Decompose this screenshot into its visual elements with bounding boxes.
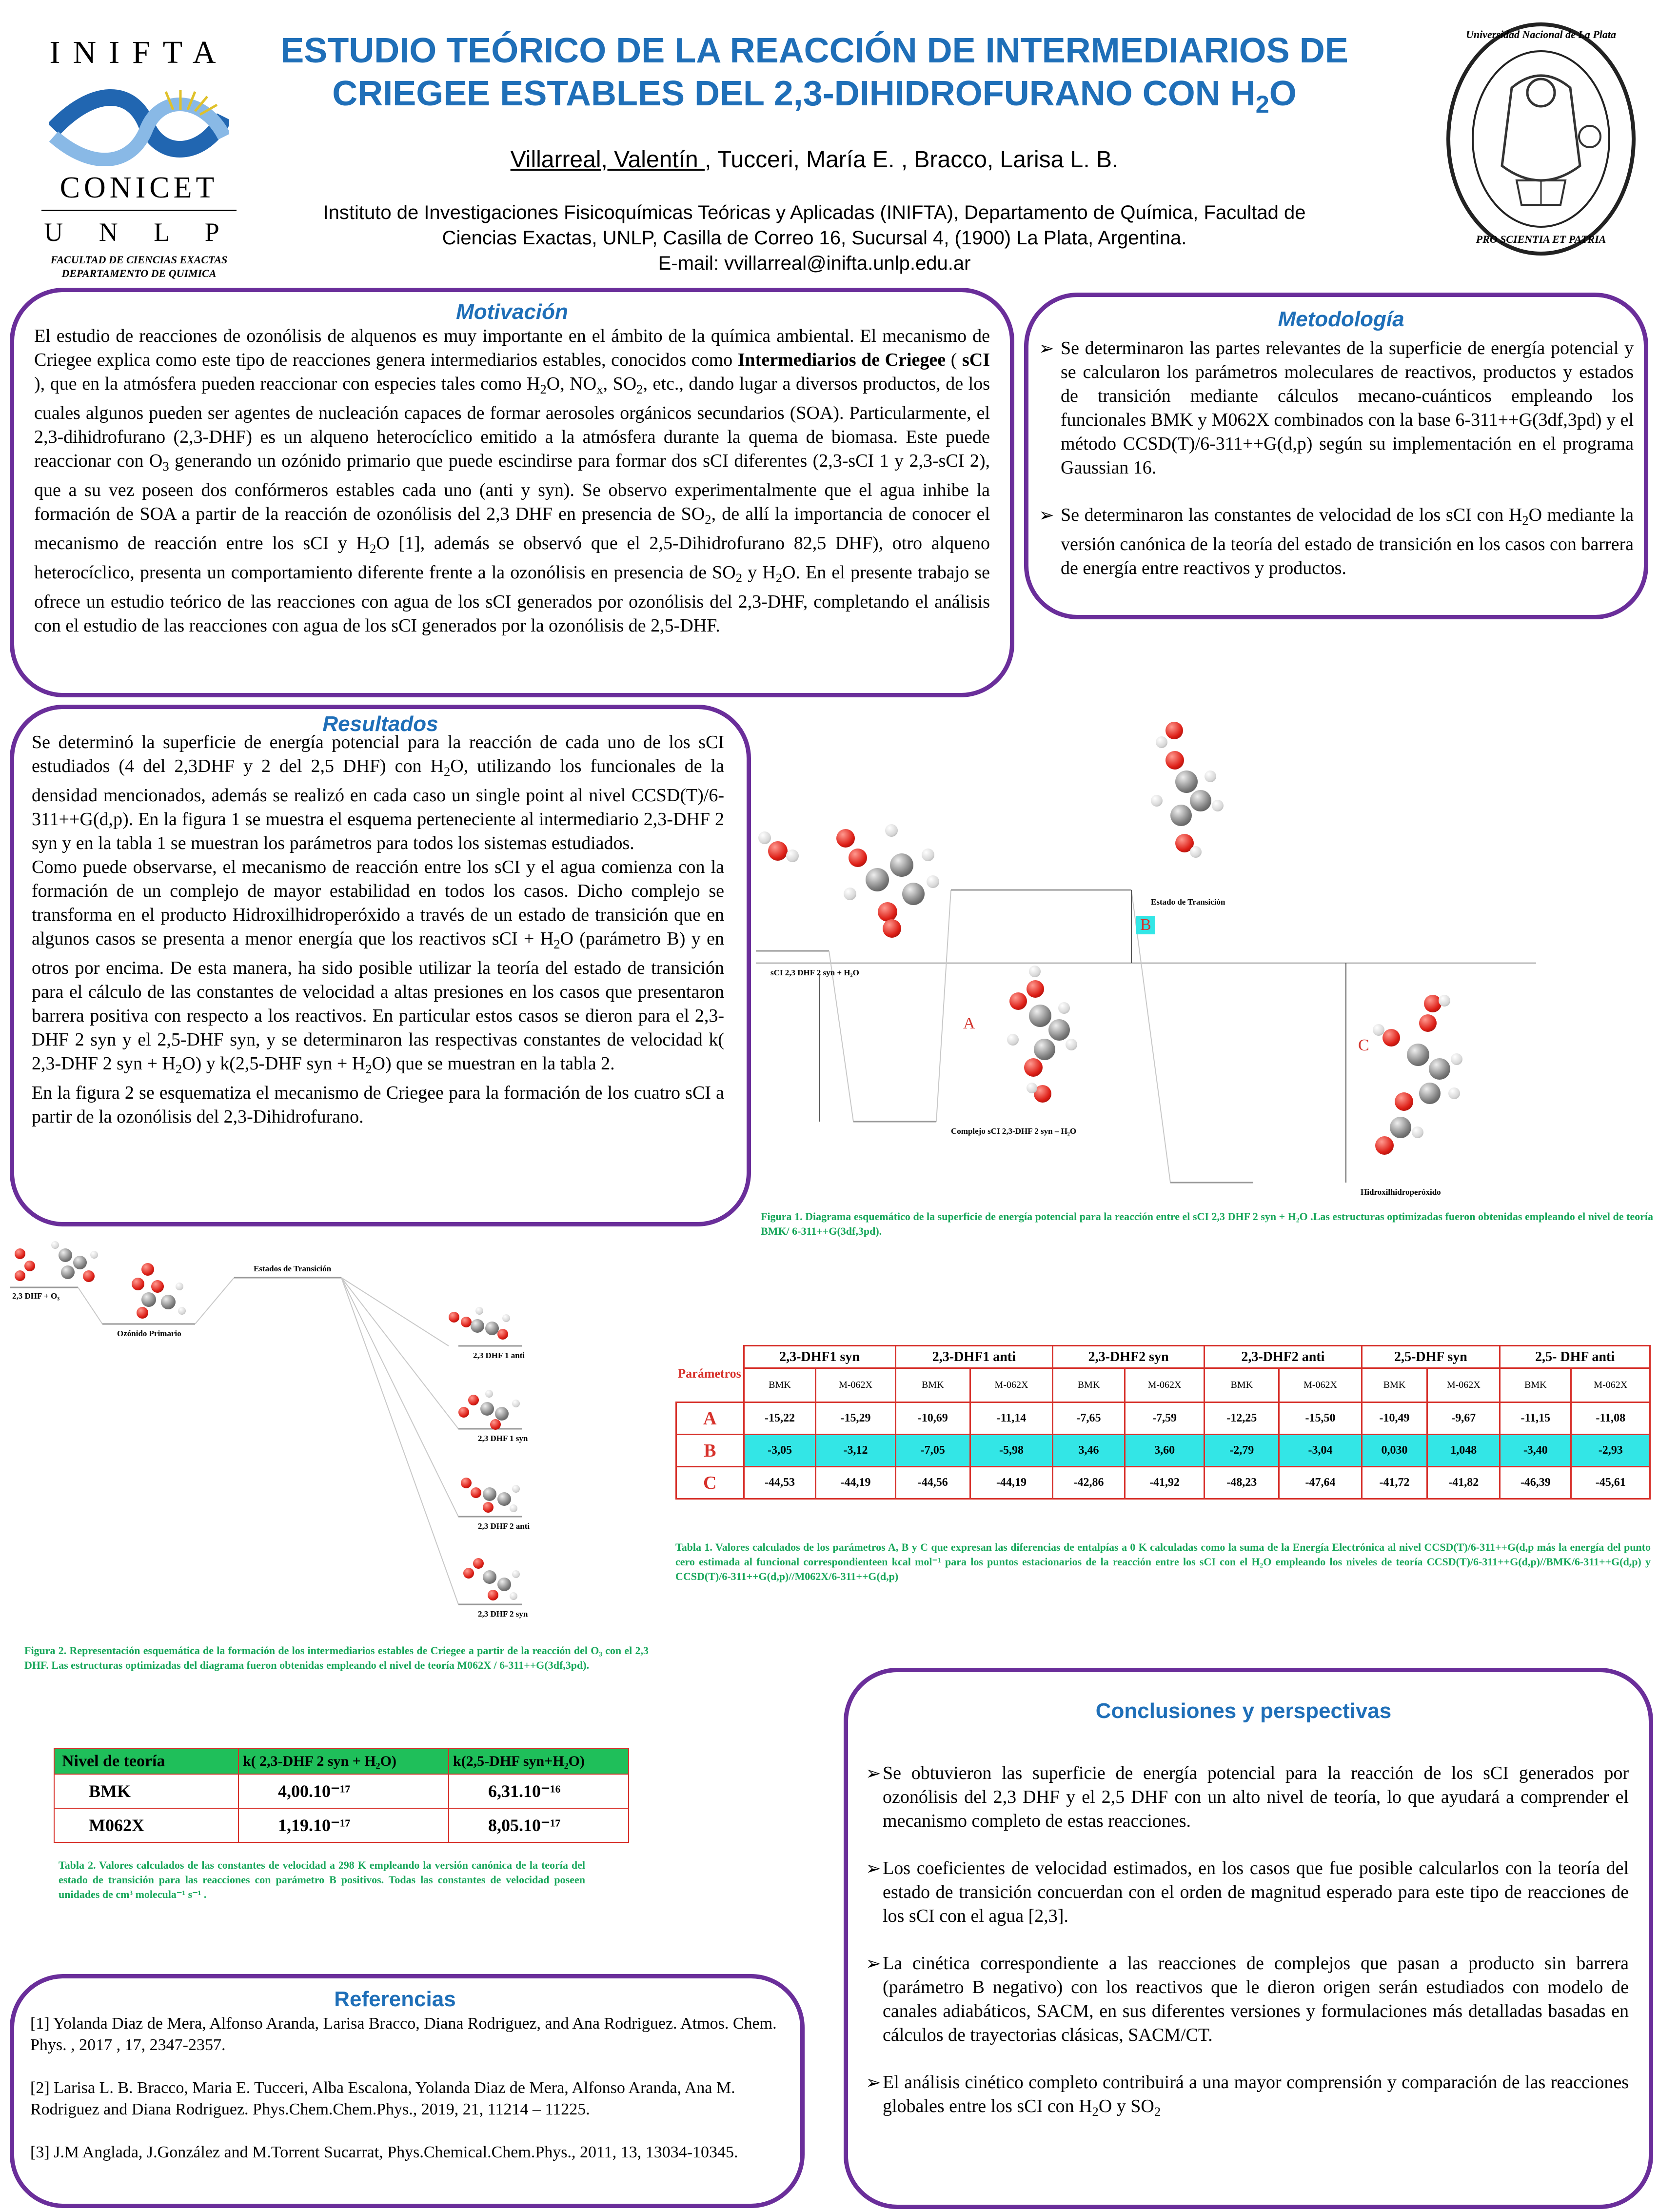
fig2-label-ts: Estados de Transición <box>254 1264 332 1273</box>
figure2 <box>10 1234 653 1697</box>
referencias-title: Referencias <box>334 1987 456 2011</box>
molecule-ozonide <box>122 1263 195 1322</box>
table-row <box>676 1467 1650 1499</box>
conclusiones-bullet-2: ➢ Los coeficientes de velocidad estimados, en los casos que fue posible calcularlos con la teoría del estado de transición concuerdan con el orden de magnitud esperado para este tipo de reacciones de los sCI con el agua [2,3]. <box>866 1856 1629 1928</box>
table1-method-header: M-062X <box>1279 1368 1362 1402</box>
table-cell: -11,15 <box>1500 1402 1571 1435</box>
unlp-wordmark: U N L P <box>44 217 234 247</box>
reference-item: [2] Larisa L. B. Bracco, Maria E. Tucceri, Alba Escalona, Yolanda Diaz de Mera, Alfonso Aranda, Ana M. Rodriguez and Diana Rodriguez. Phys.Chem.Chem.Phys., 2019, 21, 11214 – 11225. <box>30 2079 735 2118</box>
resultados-title: Resultados <box>322 712 438 736</box>
table2 <box>54 1748 629 1843</box>
fig2-label-p1: 2,3 DHF 1 anti <box>473 1351 525 1360</box>
reference-item: [1] Yolanda Diaz de Mera, Alfonso Aranda, Larisa Bracco, Diana Rodriguez, and Ana Rodriguez. Atmos. Chem. Phys. , 2017 , 17, 2347-2357. <box>30 2014 777 2054</box>
resultados-text: Se determinó la superficie de energía potencial para la reacción de cada uno de los sCI estudiados (4 del 2,3DHF y 2 del 2,5 DHF) con $H_2O$, utilizando los funcionales de la densidad mencionados, además se realizó en cada caso un single point al nivel CCSD(T)/6-311++G(d,p). En la figura 1 se muestra el esquema perteneciente al intermediario 2,3-DHF 2 syn y en la tabla 1 se muestran los parámetros para todos los sistemas estudiados. Como puede observarse, el mecanismo de reacción entre los sCI y el agua comienza con la formación de un complejo de mayor estabilidad en todos los casos. Dicho complejo se transforma en el producto Hidroxilhidroperóxido a través de un estado de transición que en algunos casos se presenta a menor energía que los reactivos sCI + $H_2O$ (parámetro B) y en otros por encima. De esta manera, ha sido posible utilizar la teoría del estado de transición para el cálculo de las constantes de velocidad a altas presiones en los casos que presentaron barrera positiva con respecto a los reactivos. En particular estos casos se dieron para el 2,3-DHF 2 syn y el 2,5-DHF syn, y se determinaron las respectivas constantes de velocidad k( 2,3-DHF 2 syn + $H_2O$) y k(2,5-DHF syn + $H_2O$) que se muestran en la tabla 2. En la figura 2 se esquematiza el mecanismo de Criegee para la formación de los cuatro sCI a partir de la ozonólisis del 2,3-Dihidrofurano. <box>32 732 724 1127</box>
seal-bottom-text: PRO SCIENTIA ET PATRIA <box>1476 233 1606 245</box>
conclusiones-bullet-4: ➢ El análisis cinético completo contribuirá a una mayor comprensión y comparación de las reacciones globales entre los sCI con $H_2O$ y $SO_2$ <box>866 2071 1629 2124</box>
motivacion-title: Motivación <box>456 300 568 324</box>
table2-caption: Tabla 2. Valores calculados de las constantes de velocidad a 298 K empleando la versión canónica de la teoría del estado de transición para las reacciones con parámetro B positivos. Todas las constantes de velocidad poseen unidades de cm³ molecula⁻¹ s⁻¹ . <box>59 1859 585 1900</box>
table-cell: -47,64 <box>1279 1467 1362 1499</box>
molecule-sci-2-anti <box>458 1473 532 1517</box>
table1-group-header: 2,3-DHF2 anti <box>1205 1346 1362 1368</box>
table1-row-label: C <box>676 1467 744 1499</box>
table-cell: -3,40 <box>1500 1435 1571 1467</box>
table-cell: -11,08 <box>1571 1402 1650 1435</box>
metodologia-title: Metodología <box>1278 307 1404 331</box>
metodologia-list <box>1039 336 1634 604</box>
table-cell: -10,49 <box>1362 1402 1427 1435</box>
molecule-complex <box>985 966 1092 1112</box>
table2-container <box>54 1748 629 1900</box>
inifta-wordmark: INIFTA <box>49 35 229 70</box>
table-cell: -42,86 <box>1053 1467 1125 1499</box>
molecule-sci-2-syn <box>458 1556 532 1604</box>
unlp-divider <box>41 210 237 211</box>
table-row <box>676 1402 1650 1435</box>
table1-row-label: B <box>676 1435 744 1467</box>
table1-group-header: 2,3-DHF1 syn <box>744 1346 895 1368</box>
table-cell: -2,79 <box>1205 1435 1279 1467</box>
table-cell: -10,69 <box>895 1402 970 1435</box>
table-cell: -44,19 <box>970 1467 1052 1499</box>
seal-top-text: Universidad Nacional de La Plata <box>1466 28 1616 40</box>
arrow-bullet-icon: ➢ <box>866 1953 881 1974</box>
table-cell: -15,29 <box>816 1402 895 1435</box>
poster-title <box>273 29 1356 126</box>
fig2-label-p4: 2,3 DHF 2 syn <box>478 1609 528 1619</box>
table-cell: -15,22 <box>744 1402 816 1435</box>
table1-group-header: 2,3-DHF1 anti <box>895 1346 1052 1368</box>
table2-header-k2: k(2,5-DHF syn+H₂O) <box>449 1749 629 1774</box>
fig2-label-ozonide: Ozónido Primario <box>117 1329 181 1338</box>
authors <box>273 146 1356 173</box>
table1-method-header: BMK <box>1362 1368 1427 1402</box>
figure1-caption: Figura 1. Diagrama esquemático de la superficie de energía potencial para la reacción entre el sCI 2,3 DHF 2 syn + H₂O .Las estructuras optimizadas fueron obtenidas empleando el nivel de teoría BMK/ 6-311++G(3df,3pd). <box>761 1210 1653 1237</box>
table-cell: 1,048 <box>1427 1435 1500 1467</box>
conicet-wordmark: CONICET <box>59 171 218 204</box>
author-presenter: Villarreal, Valentín <box>510 147 705 173</box>
table-cell: -44,53 <box>744 1467 816 1499</box>
inifta-logo <box>34 34 249 279</box>
table-row <box>676 1435 1650 1467</box>
faculty-line1: FACULTAD DE CIENCIAS EXACTAS <box>50 254 228 266</box>
table-cell: -41,82 <box>1427 1467 1500 1499</box>
table-cell: -3,12 <box>816 1435 895 1467</box>
table-cell: -48,23 <box>1205 1467 1279 1499</box>
fig1-letter-c: C <box>1358 1036 1369 1054</box>
table1-method-header: M-062X <box>1427 1368 1500 1402</box>
table1-method-header: BMK <box>895 1368 970 1402</box>
table-cell: 3,46 <box>1053 1435 1125 1467</box>
fig2-label-p2: 2,3 DHF 1 syn <box>478 1434 528 1443</box>
table1-container <box>675 1345 1651 1582</box>
fig1-label-complex: Complejo sCI 2,3-DHF 2 syn – H₂O <box>951 1126 1077 1136</box>
referencias-list <box>30 2013 786 2163</box>
table-cell: -7,59 <box>1125 1402 1204 1435</box>
arrow-bullet-icon: ➢ <box>866 2072 881 2093</box>
table-row: M062X 1,19.10⁻¹⁷ 8,05.10⁻¹⁷ <box>54 1808 629 1842</box>
fig1-label-ts: Estado de Transición <box>1151 897 1225 907</box>
table-cell: -12,25 <box>1205 1402 1279 1435</box>
molecule-reactant <box>756 795 975 941</box>
conclusiones-title: Conclusiones y perspectivas <box>1095 1699 1392 1723</box>
fig1-letter-b: B <box>1136 916 1155 934</box>
table-row: BMK 4,00.10⁻¹⁷ 6,31.10⁻¹⁶ <box>54 1774 629 1808</box>
table2-header-k1: k( 2,3-DHF 2 syn + H₂O) <box>238 1749 449 1774</box>
molecule-sci-1-syn <box>458 1385 532 1429</box>
arrow-bullet-icon: ➢ <box>1039 337 1054 359</box>
arrow-bullet-icon: ➢ <box>866 1857 881 1879</box>
table2-header-row <box>54 1749 629 1774</box>
table-cell: -44,19 <box>816 1467 895 1499</box>
fig1-label-product: Hidroxilhidroperóxido <box>1361 1187 1441 1197</box>
table-cell: -3,05 <box>744 1435 816 1467</box>
table-cell: -7,05 <box>895 1435 970 1467</box>
table1-method-header: BMK <box>1053 1368 1125 1402</box>
table1-row-label: A <box>676 1402 744 1435</box>
conclusiones-bullet-1: ➢ Se obtuvieron las superficie de energía potencial para la reacción de los sCI generados por ozonólisis del 2,3 DHF y el 2,5 DHF con un alto nivel de teoría, lo que ayudará a comprender el mecanismo completo de estas reacciones. <box>866 1761 1629 1833</box>
table-cell: -15,50 <box>1279 1402 1362 1435</box>
table-cell: -9,67 <box>1427 1402 1500 1435</box>
table-cell: -7,65 <box>1053 1402 1125 1435</box>
table-cell: 3,60 <box>1125 1435 1204 1467</box>
fig1-label-reactants: sCI 2,3 DHF 2 syn + H₂O <box>770 968 859 977</box>
table1-group-header: 2,5- DHF anti <box>1500 1346 1650 1368</box>
molecule-sci-1-anti <box>449 1302 522 1346</box>
affiliation: Instituto de Investigaciones Fisicoquímicas Teóricas y Aplicadas (INIFTA), Departamento de Química, Facultad de Ciencias Exactas, UNLP, Casilla de Correo 16, Sucursal 4, (1900) La Plata, Argentina. E-mail: vvillarreal@inifta.unlp.edu.ar <box>273 200 1356 276</box>
table1-param-header: Parámetros <box>678 1366 741 1381</box>
metodologia-bullet-1: ➢ Se determinaron las partes relevantes de la superficie de energía potencial y se calcularon los parámetros moleculares de reactivos, productos y estados de transición mediante cálculos mecano-cuánticos empleando los funcionales BMK y M062X combinados con la base 6-311++G(3df,3pd) y el método CCSD(T)/6-311++G(d,p) según su implementación en el programa Gaussian 16. <box>1039 336 1634 480</box>
table1-method-header: M-062X <box>970 1368 1052 1402</box>
seal-icon <box>1443 20 1639 258</box>
arrow-bullet-icon: ➢ <box>866 1762 881 1784</box>
faculty-line2: DEPARTAMENTO DE QUIMICA <box>61 267 217 279</box>
molecule-dhf-o3 <box>10 1234 107 1283</box>
figure2-caption: Figura 2. Representación esquemática de la formación de los intermediarios estables de Criegee a partir de la reacción del O₃ con el 2,3 DHF. Las estructuras optimizadas del diagrama fueron obtenidas empleando el nivel de teoría M062X / 6-311++G(3df,3pd). <box>24 1644 649 1671</box>
metodologia-bullet-2: ➢ Se determinaron las constantes de velocidad de los sCI con $H_2O$ mediante la versión canónica de la teoría del estado de transición en los casos con barrera de energía entre reactivos y productos. <box>1039 503 1634 580</box>
table1-method-header: BMK <box>744 1368 816 1402</box>
table-cell: -46,39 <box>1500 1467 1571 1499</box>
table-cell: -41,92 <box>1125 1467 1204 1499</box>
table-cell: -11,14 <box>970 1402 1052 1435</box>
fig1-letter-a: A <box>963 1014 975 1032</box>
table1 <box>675 1345 1651 1500</box>
fig2-label-p3: 2,3 DHF 2 anti <box>478 1521 530 1531</box>
title-line2: CRIEGEE ESTABLES DEL 2,3-DIHIDROFURANO CON $H_2O$ <box>332 74 1297 118</box>
table1-method-header: BMK <box>1500 1368 1571 1402</box>
table1-group-header: 2,5-DHF syn <box>1362 1346 1500 1368</box>
motivacion-text: El estudio de reacciones de ozonólisis de alquenos es muy importante en el ámbito de la química ambiental. El mecanismo de Criegee explica como este tipo de reacciones genera intermediarios estables, conocidos como Intermediarios de Criegee ( sCI ), que en la atmósfera pueden reaccionar con especies tales como $H_2O$, $NO_x$, $SO_2$, etc., dando lugar a diversos productos, de los cuales algunos pueden ser agentes de nucleación capaces de formar aerosoles orgánicos secundarios (SOA). Particularmente, el 2,3-dihidrofurano (2,3-DHF) es un alqueno heterocíclico emitido a la atmósfera durante la quema de biomasa. Este puede reaccionar con $O_3$ generando un ozónido primario que puede escindirse para formar dos sCI diferentes (2,3-sCI 1 y 2,3-sCI 2), que a su vez poseen dos confórmeros estables cada uno (anti y syn). Se observo experimentalmente que el agua inhibe la formación de SOA a partir de la reacción de ozonólisis del 2,3 DHF en presencia de $SO_2$, de allí la importancia de conocer el mecanismo de reacción entre los sCI y $H_2O$ [1], además se observó que el 2,5-Dihidrofurano 82,5 DHF), otro alqueno heterocíclico, presenta un comportamiento diferente frente a la ozonólisis en presencia de $SO_2$ y $H_2O$. En el presente trabajo se ofrece un estudio teórico de las reacciones con agua de los sCI generados por ozonólisis del 2,3-DHF, completando el análisis con el estudio de las reacciones con agua de los sCI generados por la ozonólisis de 2,5-DHF. <box>34 326 990 636</box>
conclusiones-bullet-3: ➢ La cinética correspondiente a las reacciones de complejos que pasan a producto sin barrera (parámetro B negativo) con los reactivos que le dieron origen serán estudiados con modelo de canales adiabáticos, SACM, en sus diferentes versiones y formulaciones más detalladas basadas en cálculos de trayectorias clásicas, SACM/CT. <box>866 1952 1629 2047</box>
table-cell: -45,61 <box>1571 1467 1650 1499</box>
table1-method-header: M-062X <box>1125 1368 1204 1402</box>
table-cell: 0,030 <box>1362 1435 1427 1467</box>
table2-header-level: Nivel de teoría <box>54 1749 238 1774</box>
unlp-seal <box>1443 20 1639 258</box>
email: E-mail: vvillarreal@inifta.unlp.edu.ar <box>658 253 971 274</box>
fig2-label-reactants: 2,3 DHF + O₃ <box>12 1291 60 1301</box>
authors-rest: , Tucceri, María E. , Bracco, Larisa L. B. <box>705 147 1119 173</box>
figure1 <box>756 722 1653 1248</box>
table1-method-header: M-062X <box>816 1368 895 1402</box>
table-cell: -41,72 <box>1362 1467 1427 1499</box>
arrow-bullet-icon: ➢ <box>1039 504 1054 526</box>
conicet-wave-icon <box>49 83 229 166</box>
title-line1: ESTUDIO TEÓRICO DE LA REACCIÓN DE INTERMEDIARIOS DE <box>280 31 1348 70</box>
table-cell: -5,98 <box>970 1435 1052 1467</box>
table1-method-header: M-062X <box>1571 1368 1650 1402</box>
table-cell: -3,04 <box>1279 1435 1362 1467</box>
molecule-ts <box>1136 722 1244 888</box>
molecule-product <box>1365 995 1492 1180</box>
conclusiones-list <box>866 1761 1629 2147</box>
table1-method-header: BMK <box>1205 1368 1279 1402</box>
table1-group-header: 2,3-DHF2 syn <box>1053 1346 1205 1368</box>
table-cell: -2,93 <box>1571 1435 1650 1467</box>
figure2-mechanism-diagram <box>10 1234 653 1624</box>
table1-caption: Tabla 1. Valores calculados de los parámetros A, B y C que expresan las diferencias de entalpías a 0 K calculadas como la suma de la Energía Electrónica al nivel CCSD(T)/6-311++G(d,p más la energía del punto cero estimada al funcional correspondienteen kcal mol⁻¹ para los puntos estacionarios de la reacción entre los sCI con el H₂O empleando los niveles de teoría CCSD(T)/6-311++G(d,p)//BMK/6-311++G(d,p) y CCSD(T)/6-311++G(d,p)//M062X/6-311++G(d,p) <box>675 1541 1651 1582</box>
table-cell: -44,56 <box>895 1467 970 1499</box>
reference-item: [3] J.M Anglada, J.González and M.Torrent Sucarrat, Phys.Chemical.Chem.Phys., 2011, 13, 13034-10345. <box>30 2143 738 2161</box>
